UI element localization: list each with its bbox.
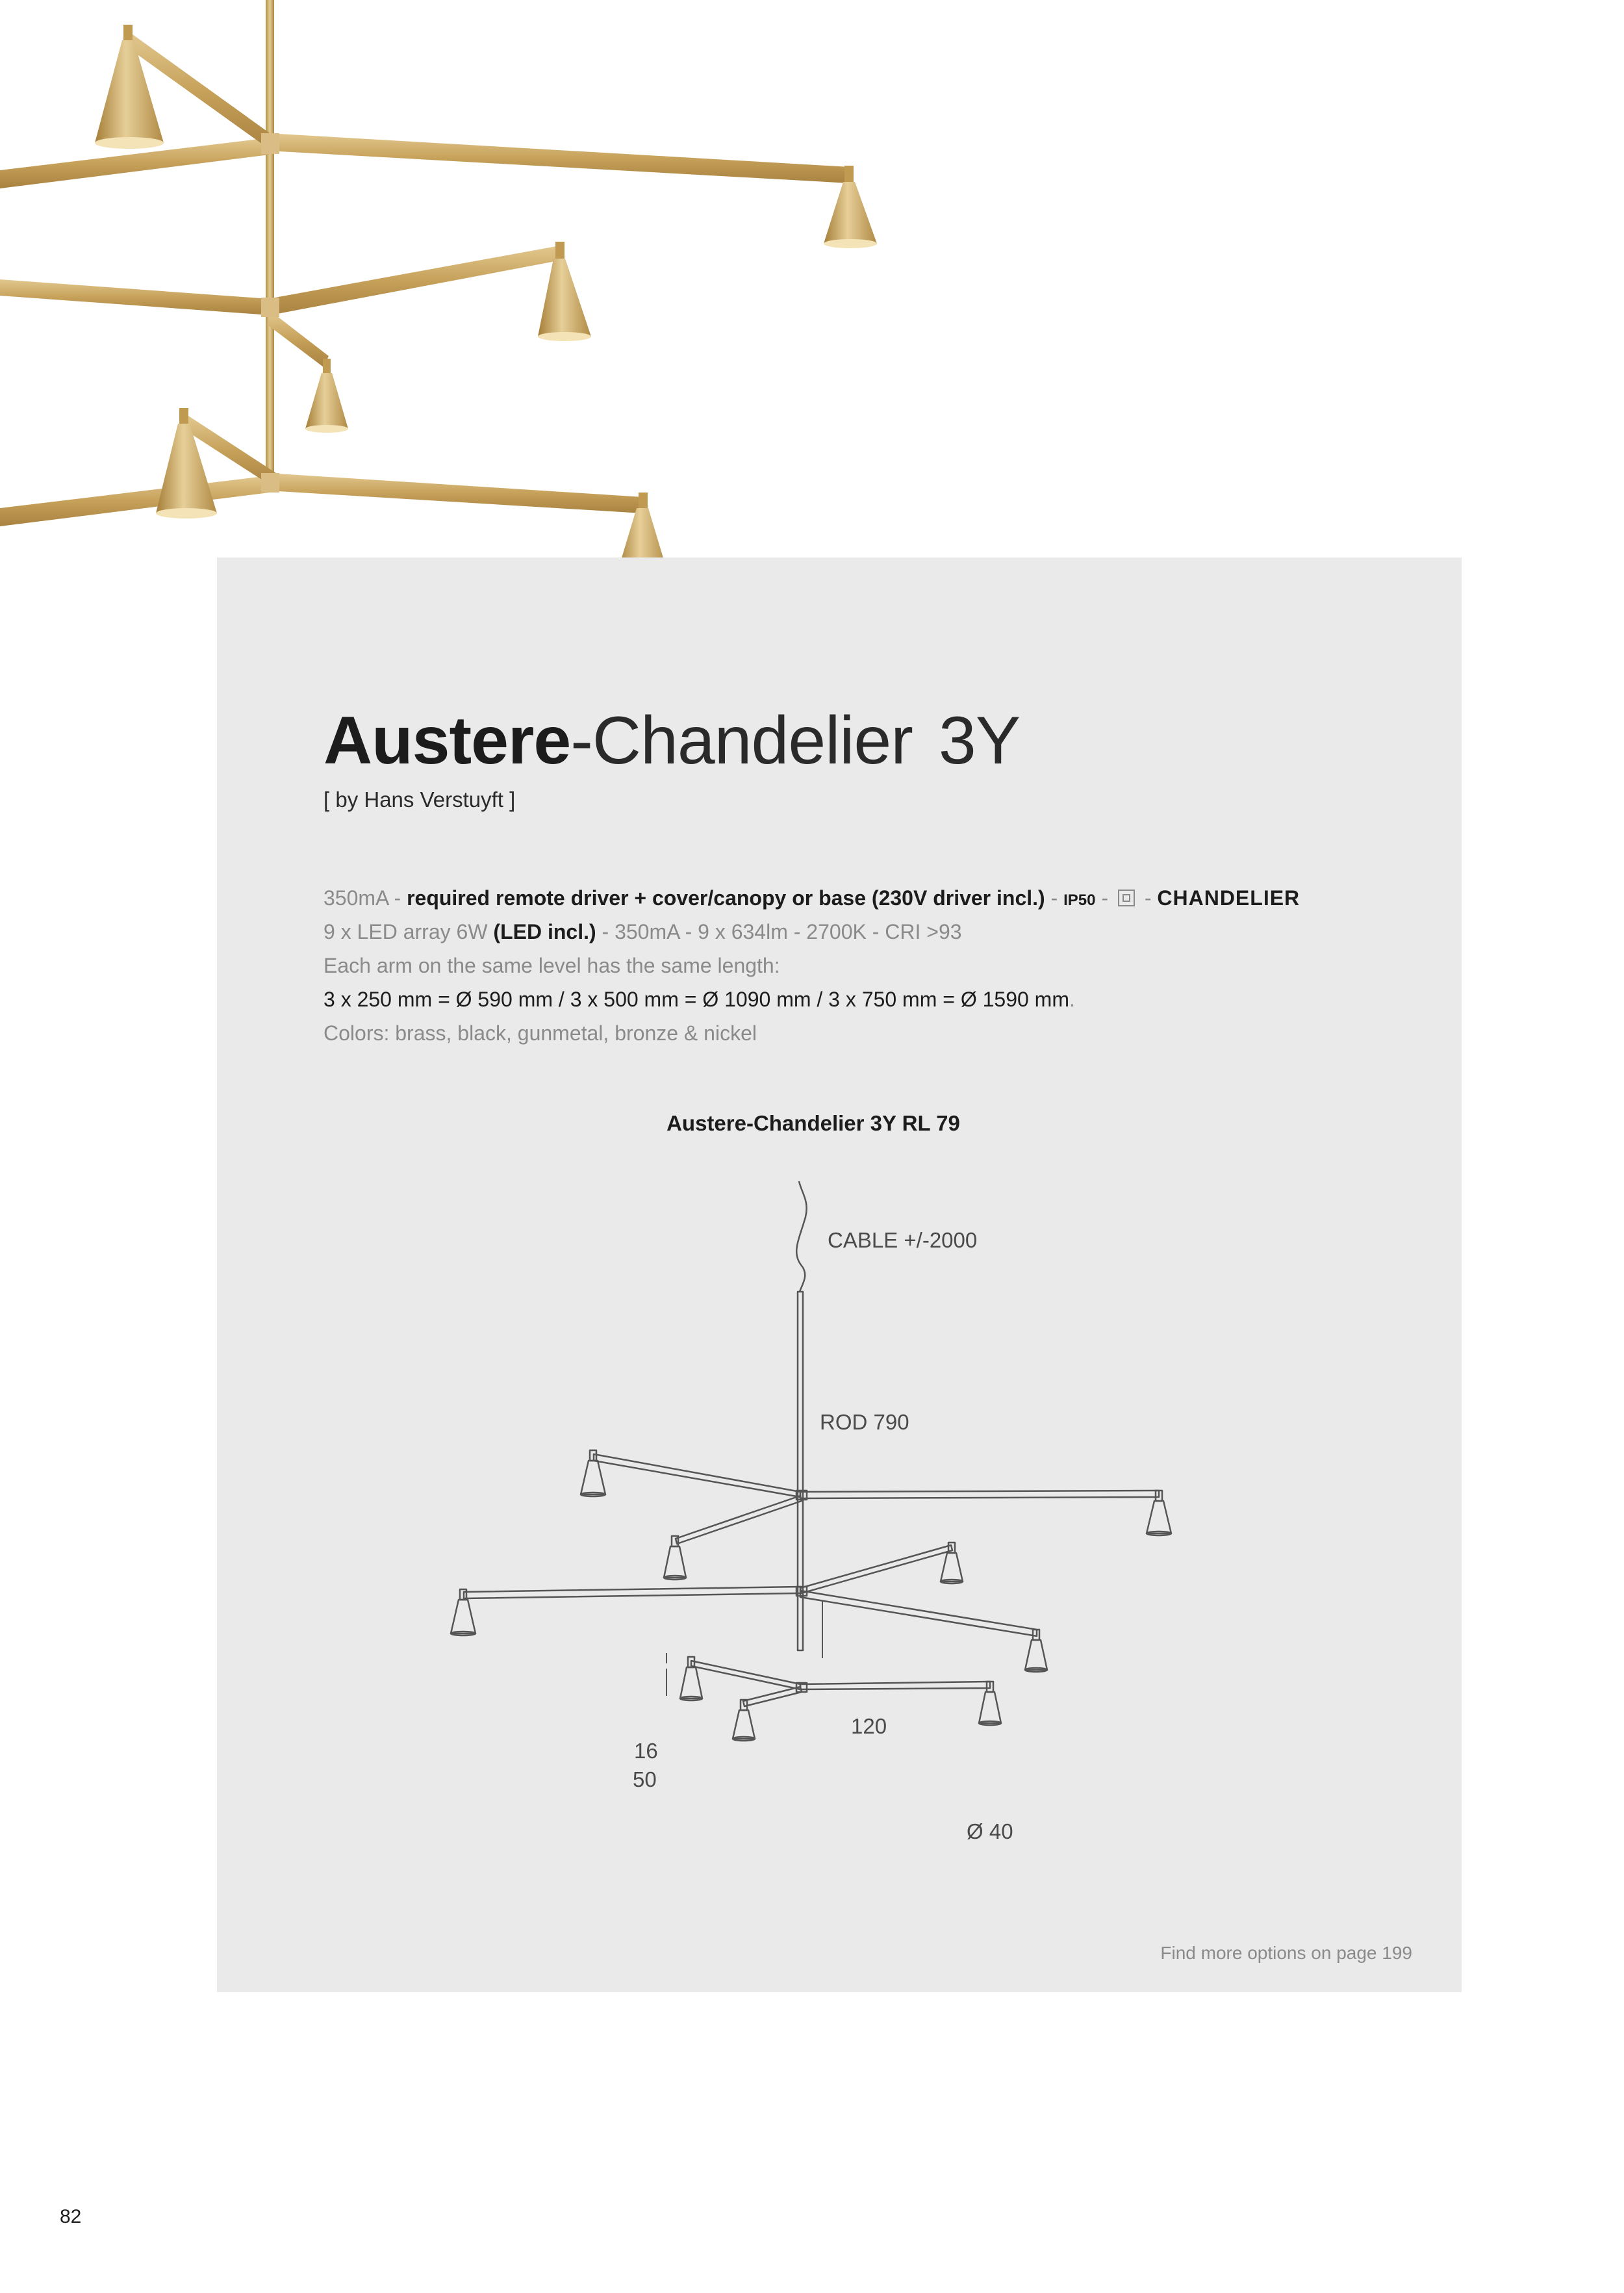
- drawing-title-text: Austere-Chandelier 3Y RL 79: [666, 1111, 960, 1135]
- spec-line-driver: [324, 881, 1300, 915]
- rod-length-label: ROD 790: [820, 1410, 909, 1434]
- spec-led-details: - 350mA - 9 x 634lm - 2700K - CRI >93: [596, 920, 962, 943]
- drawing-title: [217, 1111, 1462, 1136]
- product-category: CHANDELIER: [1157, 886, 1300, 910]
- shade-top-label: 16: [634, 1739, 658, 1763]
- double-square-icon: [1118, 890, 1135, 906]
- product-title: [324, 703, 1021, 778]
- product-info-panel: [217, 557, 1462, 1992]
- spec-driver-requirement: required remote driver + cover/canopy or base (230V driver incl.): [407, 886, 1045, 910]
- spec-sizes-end: .: [1069, 988, 1075, 1011]
- spec-line-led: [324, 915, 1300, 949]
- ip-rating: IP50: [1063, 891, 1096, 909]
- spec-current: 350mA: [324, 886, 388, 910]
- spec-led-array: 9 x LED array 6W: [324, 920, 494, 943]
- spec-line-sizes: [324, 982, 1300, 1016]
- product-photo: [0, 0, 909, 591]
- page-number: 82: [60, 2206, 82, 2227]
- spec-separator: -: [1045, 886, 1064, 910]
- shade-diameter-label: Ø 40: [967, 1819, 1013, 1843]
- spec-separator: -: [1095, 886, 1114, 910]
- designer-credit: [ by Hans Verstuyft ]: [324, 788, 516, 812]
- shade-height-label: 50: [633, 1767, 657, 1791]
- product-variant: 3Y: [938, 703, 1021, 778]
- product-type-name: -Chandelier: [570, 703, 913, 778]
- level-spacing-label: 120: [851, 1714, 887, 1738]
- spec-separator: -: [388, 886, 407, 910]
- more-options-note: Find more options on page 199: [1160, 1943, 1412, 1963]
- cable-length-label: CABLE +/-2000: [828, 1228, 978, 1252]
- spec-list: [324, 881, 1300, 1050]
- technical-drawing: [217, 1181, 1462, 1831]
- spec-separator: -: [1138, 886, 1158, 910]
- product-brand-name: Austere: [324, 703, 571, 778]
- spec-line-arms: Each arm on the same level has the same length:: [324, 954, 780, 977]
- spec-led-included: (LED incl.): [493, 920, 596, 943]
- spec-sizes: 3 x 250 mm = Ø 590 mm / 3 x 500 mm = Ø 1090 mm / 3 x 750 mm = Ø 1590 mm: [324, 988, 1069, 1011]
- spec-line-colors: Colors: brass, black, gunmetal, bronze & nickel: [324, 1021, 757, 1045]
